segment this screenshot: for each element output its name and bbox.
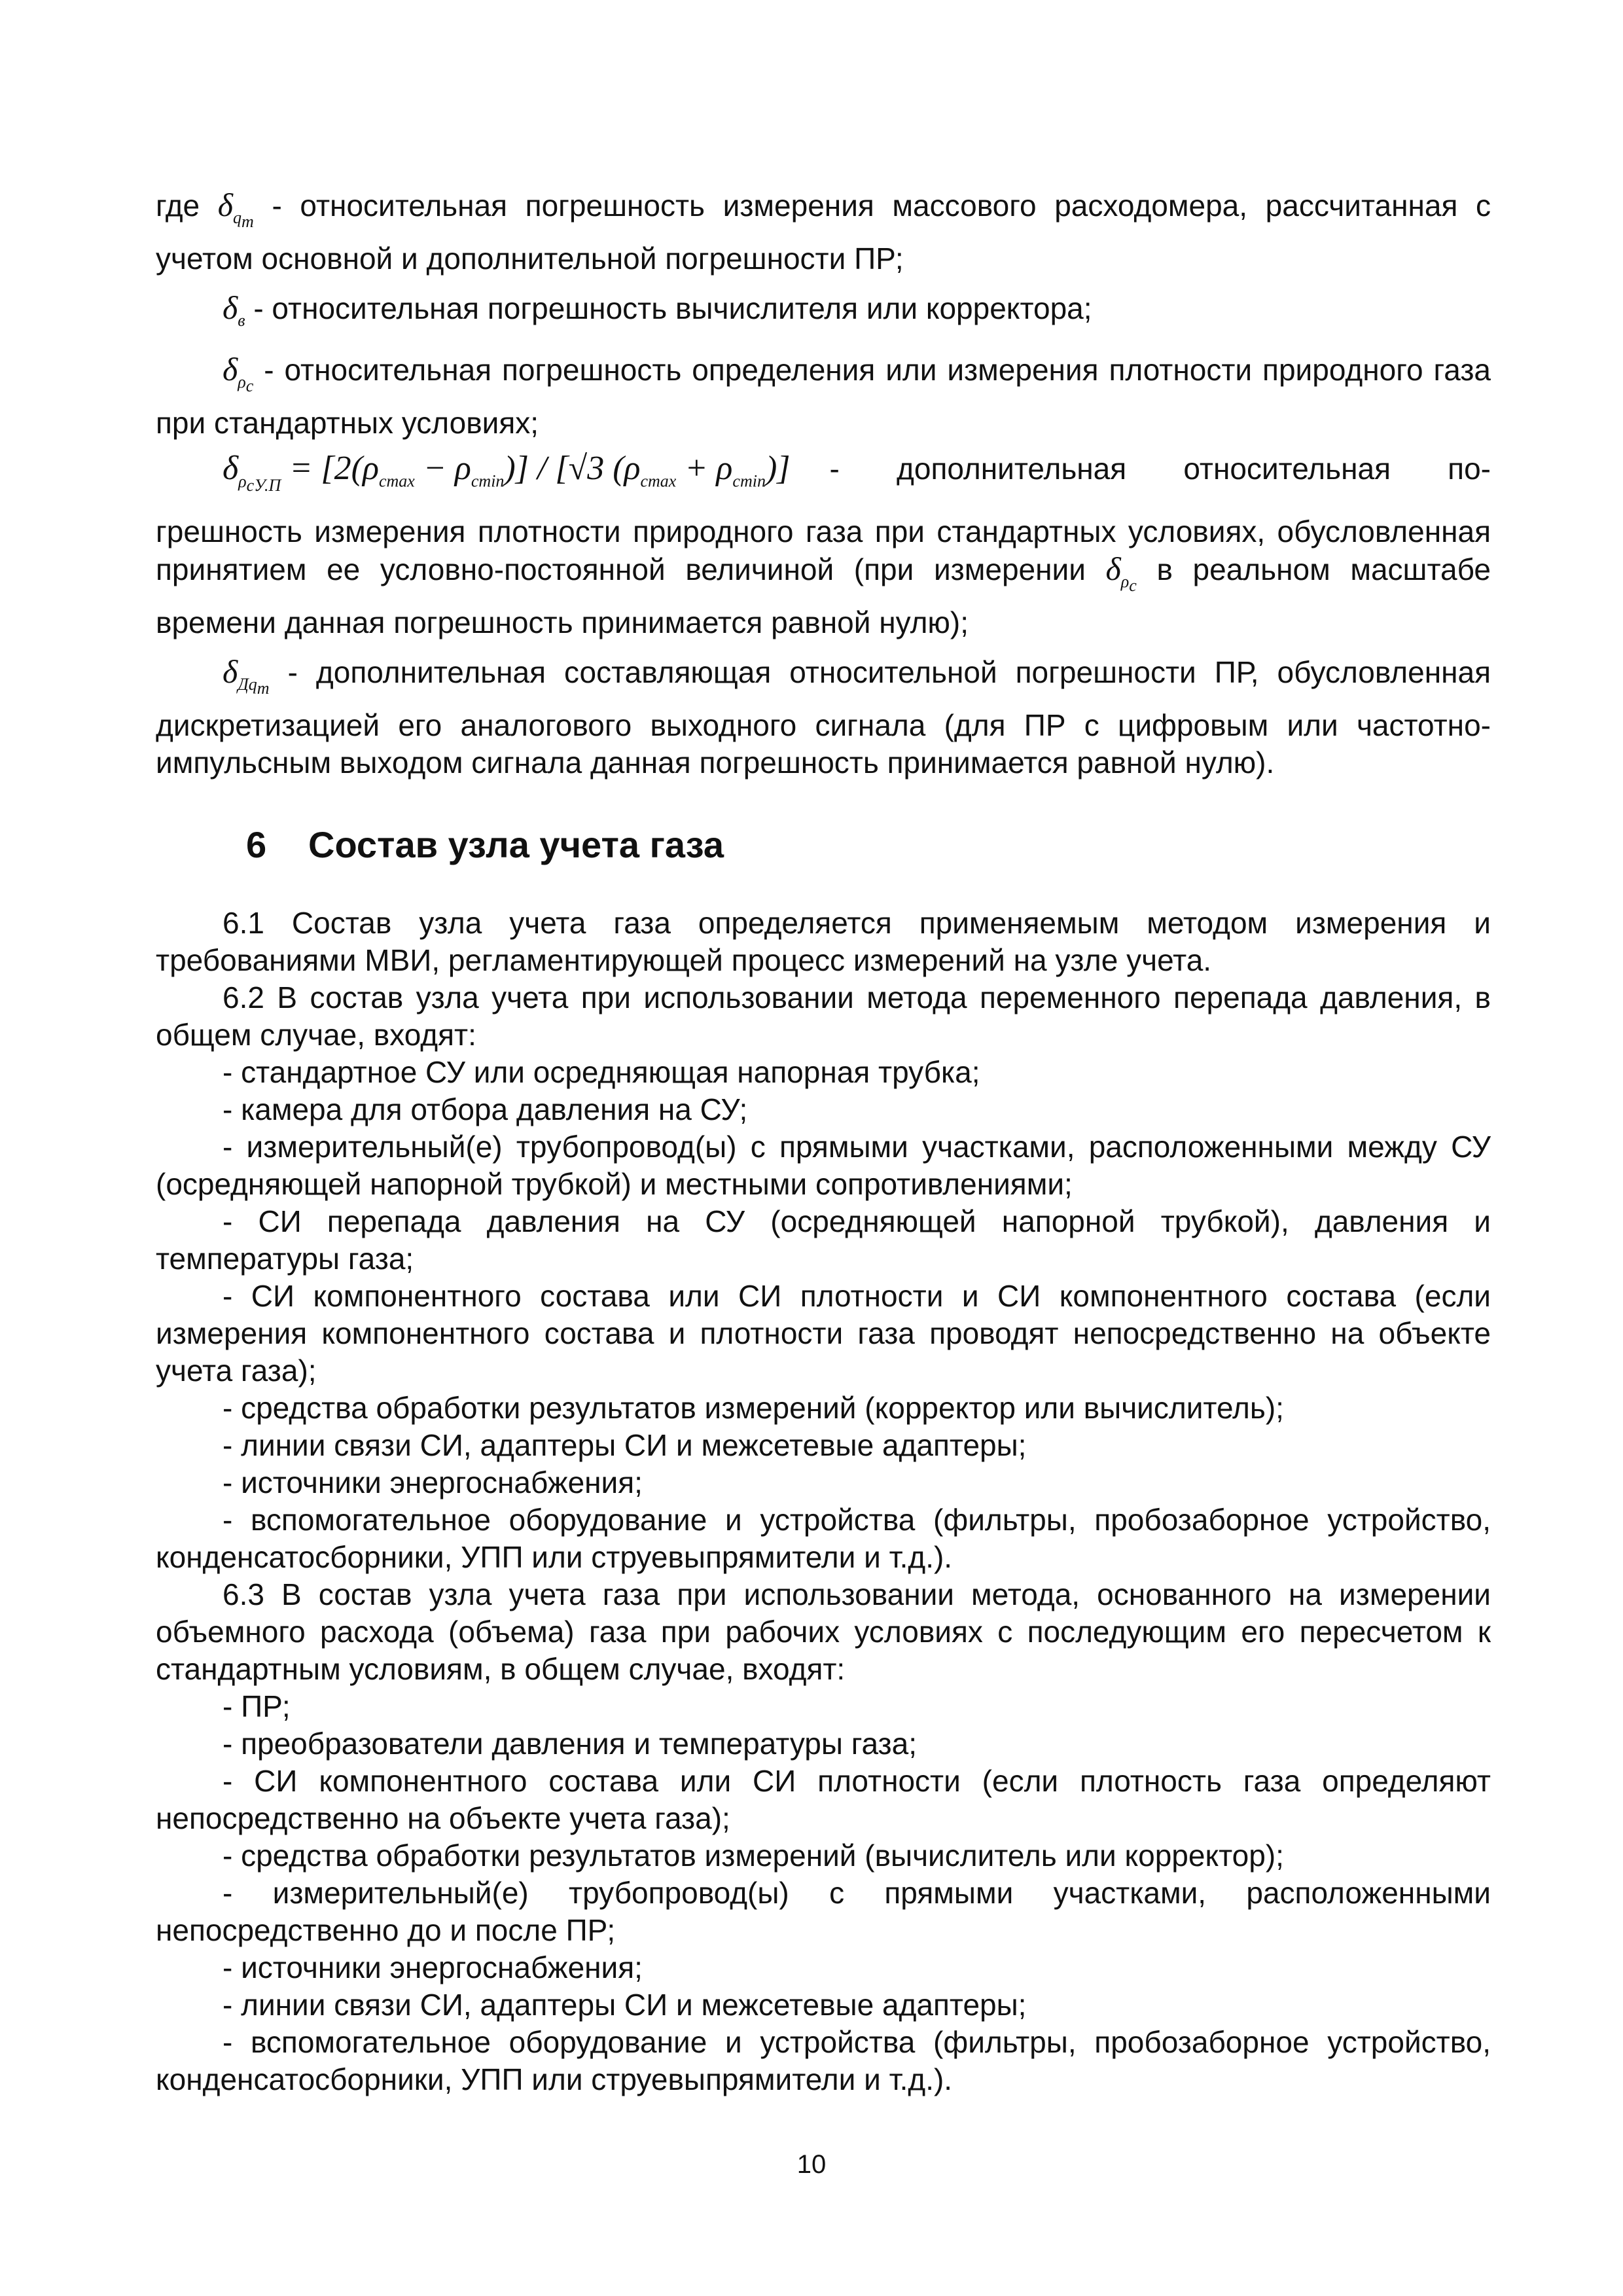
list-item: - линии связи СИ, адаптеры СИ и межсетевые адаптеры; <box>223 1988 1027 2022</box>
formula: $\delta_{\rho_{сУ.П}} = [2(\rho_{cmax} - \rho_{cmin})] / [√3$ $(\rho_{cmax} + \rho_{cmin})$] <box>223 450 791 495</box>
page-content <box>156 187 1491 2098</box>
definition-text: - относительная погрешность вычислителя или корректора; <box>253 291 1092 326</box>
list-item: - камера для отбора давления на СУ; <box>223 1092 748 1127</box>
symbol-delta-rho-c-inline: $\delta_{\rho_с}$ <box>1105 550 1137 596</box>
list-item: - средства обработки результатов измерений (корректор или вычислитель); <box>223 1391 1284 1426</box>
list-item: - вспомогательное оборудование и устройства (фильтры, пробозаборное устройство, конденсатосборники, УПП или струевыпрямители и т.д.). <box>156 2025 1491 2097</box>
definition-text: - дополнительная составляющая относительной погрешности ПР, обусловленная дискретизацией его аналогового выходного сигнала (для ПР с цифровым или частотно-импульсным выходом сигнала данная погрешность принимается равной нулю). <box>156 655 1491 780</box>
section-title: Состав узла учета газа <box>308 824 724 866</box>
list-item: - источники энергоснабжения; <box>223 1950 643 1985</box>
page-number: 10 <box>796 2150 827 2179</box>
symbol-delta-rho-c: $\delta_{\rho_с}$ <box>223 351 254 396</box>
list-item: - средства обработки результатов измерений (вычислитель или корректор); <box>223 1839 1284 1873</box>
section-number: 6 <box>246 824 267 866</box>
definition-delta-dqt <box>156 653 1491 781</box>
definition-delta-rho-up-cont: грешность измерения плотности природного газа при стандартных условиях, обусловленная принятием ее условно-постоянной величиной (при измерении $\delta_{\rho_с}$ в реальном масштабе времени данная погрешность принимается равной нулю); <box>156 514 1491 640</box>
definition-delta-rho <box>156 351 1491 442</box>
list-item: - СИ компонентного состава или СИ плотности и СИ компонентного состава (если измерения компонентного состава и плотности газа проводят непосредственно на объекте учета газа); <box>156 1279 1491 1388</box>
list-item: - преобразователи давления и температуры газа; <box>223 1727 918 1761</box>
section-heading <box>156 822 1491 868</box>
paragraph: 6.3 В состав узла учета газа при использовании метода, основанного на измерении объемного расхода (объема) газа при рабочих условиях с последующим его пересчетом к стандартным условиям, в общем случае, входят: <box>156 1577 1491 1687</box>
list-item: - СИ компонентного состава или СИ плотности (если плотность газа определяют непосредственно на объекте учета газа); <box>156 1764 1491 1836</box>
list-item: - ПР; <box>223 1689 291 1724</box>
definition-text: - относительная погрешность измерения массового расходомера, рассчитанная с учетом основной и дополнительной погрешности ПР; <box>156 188 1491 276</box>
list-item: - стандартное СУ или осредняющая напорная трубка; <box>223 1055 980 1090</box>
definition-text: - относительная погрешность определения или измерения плотности природного газа при стандартных условиях; <box>156 353 1491 440</box>
definition-delta-qt <box>156 187 1491 278</box>
paragraph: 6.2 В состав узла учета при использовании метода переменного перепада давления, в общем случае, входят: <box>156 980 1491 1052</box>
definition-text: - дополнительная относительная по- <box>829 452 1491 486</box>
list-item: - СИ перепада давления на СУ (осредняющей напорной трубкой), давления и температуры газа; <box>156 1204 1491 1276</box>
symbol-delta-qt: $\delta_{q_т}$ <box>217 187 254 232</box>
definition-delta-v <box>156 289 1491 339</box>
symbol-delta-v: $\delta_в$ <box>223 289 245 331</box>
paragraph: 6.1 Состав узла учета газа определяется применяемым методом измерения и требованиями МВИ, регламентирующей процесс измерений на узле учета. <box>156 906 1491 978</box>
list-item: - измерительный(е) трубопровод(ы) с прямыми участками, расположенными непосредственно до и после ПР; <box>156 1876 1491 1948</box>
formula-delta-rho-up <box>156 450 1491 504</box>
list-item: - вспомогательное оборудование и устройства (фильтры, пробозаборное устройство, конденсатосборники, УПП или струевыпрямители и т.д.). <box>156 1503 1491 1575</box>
list-item: - линии связи СИ, адаптеры СИ и межсетевые адаптеры; <box>223 1428 1027 1463</box>
definition-lead-word: где <box>156 188 200 223</box>
symbol-delta-dqt: $\delta_{Дq_т}$ <box>223 653 270 698</box>
list-item: - источники энергоснабжения; <box>223 1465 643 1500</box>
list-item: - измерительный(е) трубопровод(ы) с прямыми участками, расположенными между СУ (осредняющей напорной трубкой) и местными сопротивлениями; <box>156 1130 1491 1202</box>
